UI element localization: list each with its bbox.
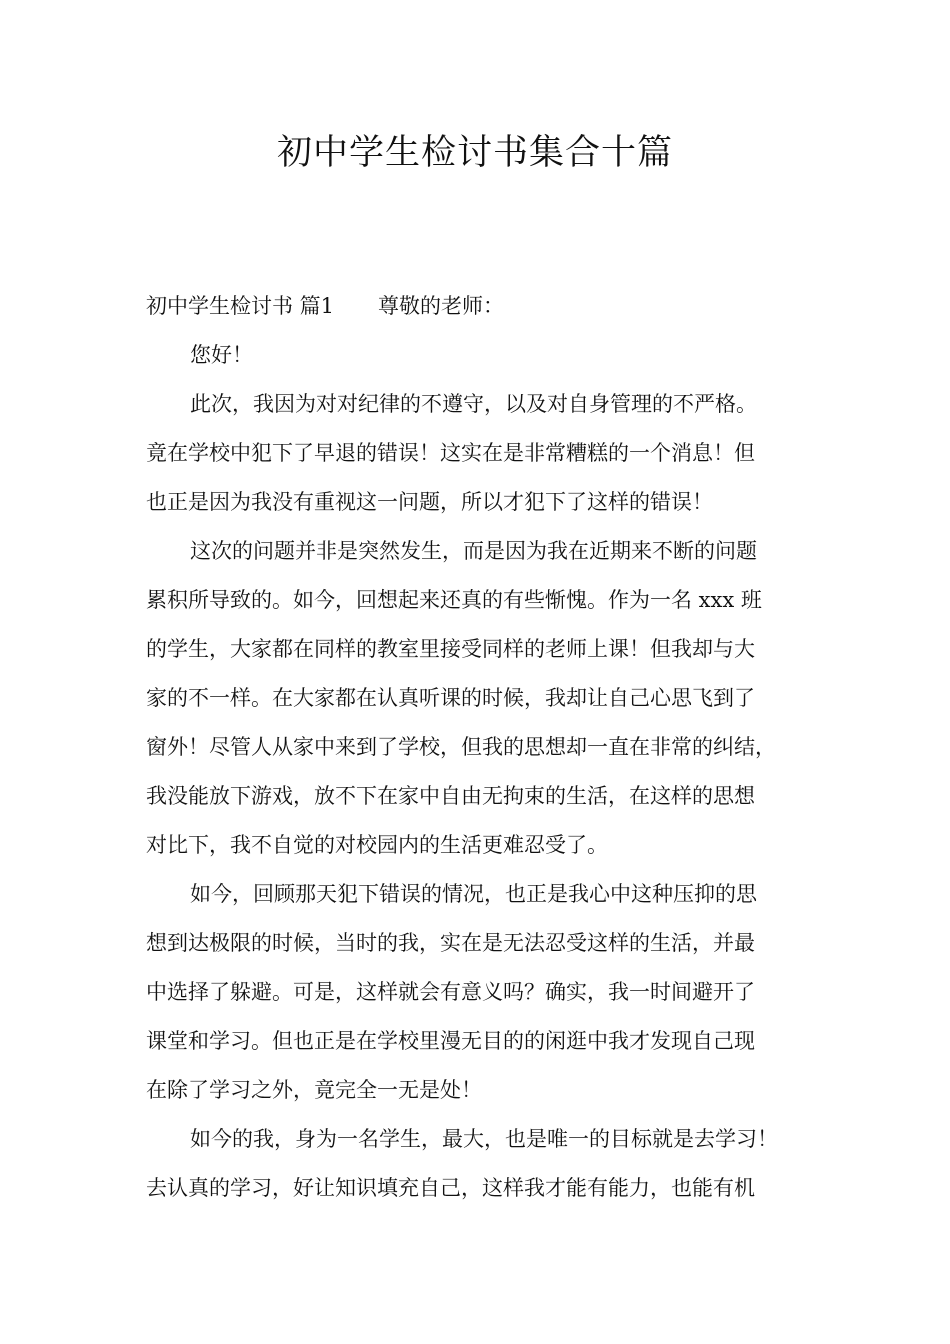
section-header-line [146,282,826,331]
section-label: 初中学生检讨书 篇1 [146,294,335,318]
text-line: 对比下，我不自觉的对校园内的生活更难忍受了。 [146,833,608,857]
text-line: 也正是因为我没有重视这一问题，所以才犯下了这样的错误！ [146,490,713,514]
text-line: 课堂和学习。但也正是在学校里漫无目的的闲逛中我才发现自己现 [146,1029,755,1053]
text-line: 在除了学习之外，竟完全一无是处！ [146,1078,482,1102]
text-line: 此次，我因为对对纪律的不遵守，以及对自身管理的不严格。 [190,392,757,416]
text-line: 累积所导致的。如今，回想起来还真的有些惭愧。作为一名 xxx 班 [146,588,762,612]
text-line: 想到达极限的时候，当时的我，实在是无法忍受这样的生活，并最 [146,931,755,955]
text-line: 如今，回顾那天犯下错误的情况，也正是我心中这种压抑的思 [190,882,757,906]
document-body [146,282,826,1213]
text-line: 您好！ [190,343,253,367]
text-line: 去认真的学习，好让知识填充自己，这样我才能有能力，也能有机 [146,1176,755,1200]
text-line: 如今的我，身为一名学生，最大，也是唯一的目标就是去学习！ [190,1127,778,1151]
text-line: 竟在学校中犯下了早退的错误！这实在是非常糟糕的一个消息！但 [146,441,755,465]
text-line: 的学生，大家都在同样的教室里接受同样的老师上课！但我却与大 [146,637,755,661]
salutation: 尊敬的老师： [378,294,505,318]
text-line: 我没能放下游戏，放不下在家中自由无拘束的生活，在这样的思想 [146,784,755,808]
document-title: 初中学生检讨书集合十篇 [276,133,673,173]
text-line: 中选择了躲避。可是，这样就会有意义吗？确实，我一时间避开了 [146,980,755,1004]
text-line: 窗外！尽管人从家中来到了学校，但我的思想却一直在非常的纠结， [146,735,776,759]
text-line: 家的不一样。在大家都在认真听课的时候，我却让自己心思飞到了 [146,686,755,710]
text-line: 这次的问题并非是突然发生，而是因为我在近期来不断的问题 [190,539,757,563]
